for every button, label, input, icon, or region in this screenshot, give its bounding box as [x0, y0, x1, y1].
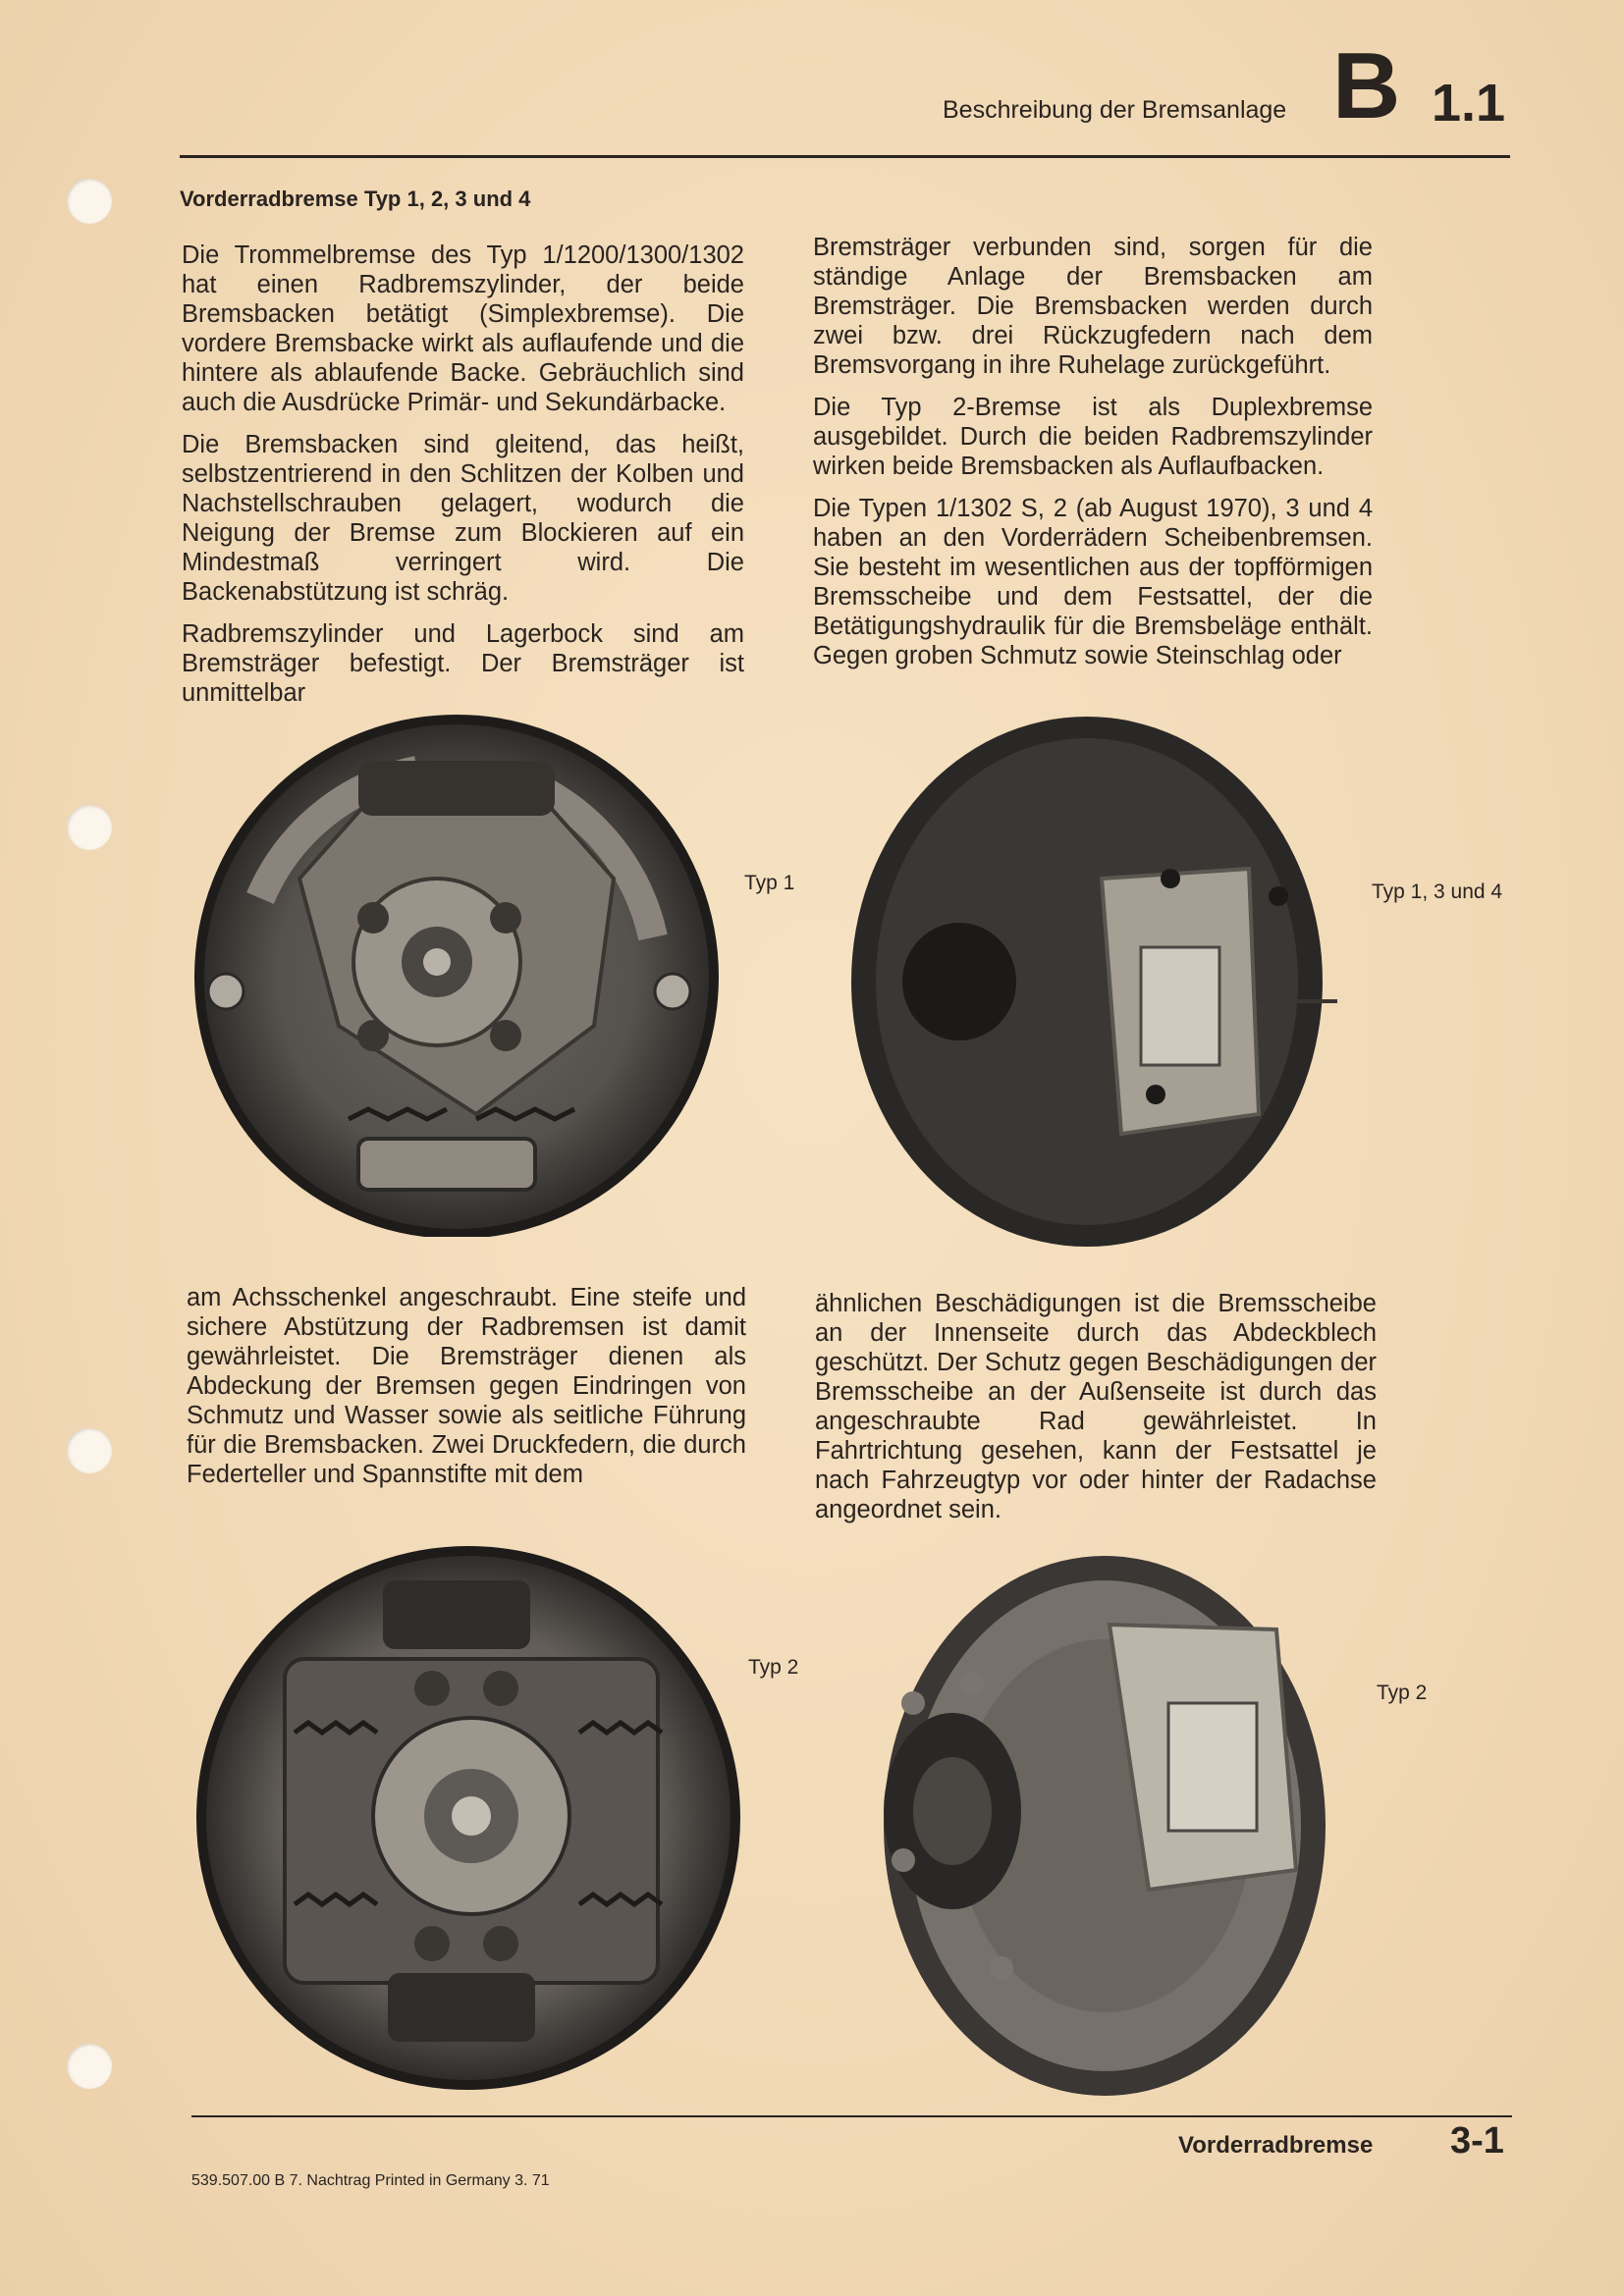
disc-brake-typ134-photo: [846, 702, 1347, 1252]
drum-brake-typ1-photo: [182, 702, 731, 1237]
footer-section: Vorderradbremse: [1178, 2132, 1374, 2159]
paragraph: Die Bremsbacken sind gleitend, das heißt, selbstzentrierend in den Schlitzen der Kolben und Nachstellschrauben gelagert, wodurch die Neigung der Bremse zum Blockieren auf ein Mindestmaß verringert wird. Die Backenabstützung ist schräg.: [182, 431, 744, 606]
caption-disc-typ2: Typ 2: [1377, 1682, 1428, 1704]
paragraph: ähnlichen Beschädigungen ist die Bremsscheibe an der Innenseite durch das Abdeckblech geschützt. Der Schutz gegen Beschädigungen der Bremsscheibe an der Außenseite ist durch das angeschraubte Rad gewährleistet. In Fahrtrichtung gesehen, kann der Festsattel je nach Fahrzeugtyp vor oder hinter der Radachse angeordnet sein.: [815, 1290, 1377, 1523]
header-rule: [180, 155, 1510, 158]
punch-hole: [67, 2044, 112, 2089]
section-number: 1.1: [1432, 74, 1506, 133]
middle-left-column: [187, 1283, 746, 1502]
upper-left-column: [182, 240, 744, 721]
paragraph: Die Typen 1/1302 S, 2 (ab August 1970), 3 und 4 haben an den Vorderrädern Scheibenbremsen. Sie besteht im wesentlichen aus der topfförmigen Bremsscheibe und dem Festsattel, der die Betätigungshydraulik für die Bremsbeläge enthält. Gegen groben Schmutz sowie Steinschlag oder: [813, 495, 1373, 669]
page-number: 3-1: [1450, 2120, 1504, 2162]
drum-brake-typ2-photo: [187, 1541, 756, 2096]
paragraph: am Achsschenkel angeschraubt. Eine steife und sichere Abstützung der Radbremsen ist damit gewährleistet. Die Bremsträger dienen als Abdeckung der Bremsen gegen Eindringen von Schmutz und Wasser sowie als seitliche Führung für die Bremsbacken. Zwei Druckfedern, die durch Federteller und Spannstifte mit dem: [187, 1284, 746, 1488]
punch-hole: [67, 179, 112, 224]
caption-drum-typ1: Typ 1: [744, 872, 795, 894]
punch-hole: [67, 805, 112, 850]
upper-right-column: [813, 233, 1373, 683]
section-letter: B: [1332, 33, 1399, 138]
paragraph: Bremsträger verbunden sind, sorgen für die ständige Anlage der Bremsbacken am Bremsträger. Die Bremsbacken werden durch zwei bzw. drei Rückzugfedern nach dem Bremsvorgang in ihre Ruhelage zurückgeführt.: [813, 234, 1373, 379]
disc-brake-typ2-photo: [854, 1536, 1335, 2101]
caption-drum-typ2: Typ 2: [748, 1656, 799, 1679]
section-subtitle: Vorderradbremse Typ 1, 2, 3 und 4: [180, 187, 531, 211]
punch-hole: [67, 1428, 112, 1473]
footer-rule: [191, 2115, 1512, 2117]
imprint: 539.507.00 B 7. Nachtrag Printed in Germany 3. 71: [191, 2172, 550, 2189]
caption-disc-typ134: Typ 1, 3 und 4: [1372, 881, 1503, 903]
header-title: Beschreibung der Bremsanlage: [943, 96, 1287, 124]
paragraph: Radbremszylinder und Lagerbock sind am Bremsträger befestigt. Der Bremsträger ist unmittelbar: [182, 620, 744, 707]
paragraph: Die Typ 2-Bremse ist als Duplexbremse ausgebildet. Durch die beiden Radbremszylinder wirken beide Bremsbacken als Auflaufbacken.: [813, 394, 1373, 480]
middle-right-column: [815, 1289, 1377, 1537]
paragraph: Die Trommelbremse des Typ 1/1200/1300/1302 hat einen Radbremszylinder, der beide Bremsbacken betätigt (Simplexbremse). Die vordere Bremsbacke wirkt als auflaufende und die hintere als ablaufende Backe. Gebräuchlich sind auch die Ausdrücke Primär- und Sekundärbacke.: [182, 241, 744, 416]
